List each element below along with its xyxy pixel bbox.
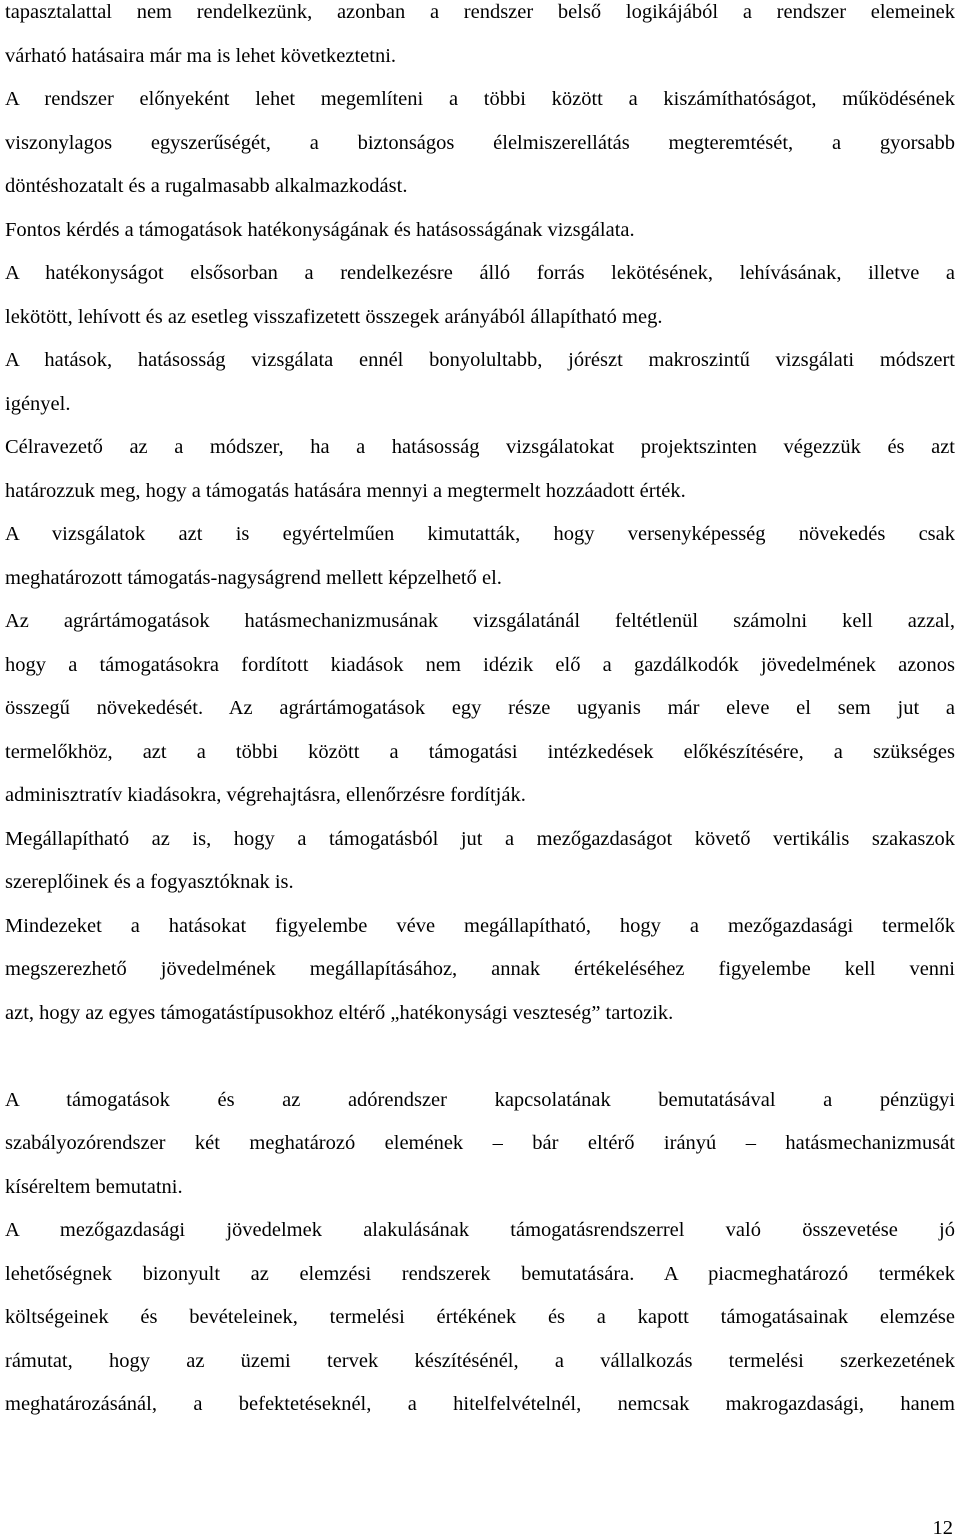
text-line: meghatározott támogatás-nagyságrend mellett képzelhető el.: [5, 567, 502, 589]
text-line: Célravezető az a módszer, ha a hatásosság vizsgálatokat projektszinten végezzük és azt: [5, 436, 955, 458]
text-line: azt, hogy az egyes támogatástípusokhoz eltérő „hatékonysági veszteség” tartozik.: [5, 1002, 674, 1024]
text-line: lekötött, lehívott és az esetleg visszafizetett összegek arányából állapítható meg.: [5, 306, 663, 328]
text-line: A mezőgazdasági jövedelmek alakulásának támogatásrendszerrel való összevetése jó: [5, 1219, 955, 1241]
text-line: viszonylagos egyszerűségét, a biztonságos élelmiszerellátás megteremtését, a gyorsabb: [5, 132, 955, 154]
page-number: 12: [932, 1517, 953, 1539]
text-line: Mindezeket a hatásokat figyelembe véve megállapítható, hogy a mezőgazdasági termelők: [5, 915, 955, 937]
text-line: adminisztratív kiadásokra, végrehajtásra, ellenőrzésre fordítják.: [5, 784, 526, 806]
text-line: A hatékonyságot elsősorban a rendelkezésre álló forrás lekötésének, lehívásának, illetve a: [5, 262, 955, 284]
text-line: A támogatások és az adórendszer kapcsolatának bemutatásával a pénzügyi: [5, 1089, 955, 1111]
text-line: szabályozórendszer két meghatározó elemének – bár eltérő irányú – hatásmechanizmusát: [5, 1132, 955, 1154]
text-line: összegű növekedését. Az agrártámogatások egy része ugyanis már eleve el sem jut a: [5, 697, 955, 719]
text-line: döntéshozatalt és a rugalmasabb alkalmazkodást.: [5, 175, 408, 197]
text-line: termelőkhöz, azt a többi között a támogatási intézkedések előkészítésére, a szükséges: [5, 741, 955, 763]
text-line: A rendszer előnyeként lehet megemlíteni a többi között a kiszámíthatóságot, működésének: [5, 88, 955, 110]
text-line: igényel.: [5, 393, 71, 415]
text-line: határozzuk meg, hogy a támogatás hatására mennyi a megtermelt hozzáadott érték.: [5, 480, 686, 502]
text-line: kíséreltem bemutatni.: [5, 1176, 183, 1198]
text-line: hogy a támogatásokra fordított kiadások nem idézik elő a gazdálkodók jövedelmének azonos: [5, 654, 955, 676]
text-line: A hatások, hatásosság vizsgálata ennél bonyolultabb, jórészt makroszintű vizsgálati módszert: [5, 349, 955, 371]
text-line: Megállapítható az is, hogy a támogatásból jut a mezőgazdaságot követő vertikális szakaszok: [5, 828, 955, 850]
text-line: Fontos kérdés a támogatások hatékonyságának és hatásosságának vizsgálata.: [5, 219, 635, 241]
text-line: tapasztalattal nem rendelkezünk, azonban a rendszer belső logikájából a rendszer elemeinek: [5, 1, 955, 23]
text-line: meghatározásánál, a befektetéseknél, a hitelfelvételnél, nemcsak makrogazdasági, hanem: [5, 1393, 955, 1415]
text-line: megszerezhető jövedelmének megállapításához, annak értékeléséhez figyelembe kell venni: [5, 958, 955, 980]
text-line: A vizsgálatok azt is egyértelműen kimutatták, hogy versenyképesség növekedés csak: [5, 523, 955, 545]
text-line: Az agrártámogatások hatásmechanizmusának vizsgálatánál feltétlenül számolni kell azzal,: [5, 610, 955, 632]
text-line: rámutat, hogy az üzemi tervek készítésénél, a vállalkozás termelési szerkezetének: [5, 1350, 955, 1372]
text-line: költségeinek és bevételeinek, termelési értékének és a kapott támogatásainak elemzése: [5, 1306, 955, 1328]
text-line: szereplőinek és a fogyasztóknak is.: [5, 871, 294, 893]
text-line: várható hatásaira már ma is lehet következtetni.: [5, 45, 397, 67]
text-line: lehetőségnek bizonyult az elemzési rendszerek bemutatására. A piacmeghatározó termékek: [5, 1263, 955, 1285]
